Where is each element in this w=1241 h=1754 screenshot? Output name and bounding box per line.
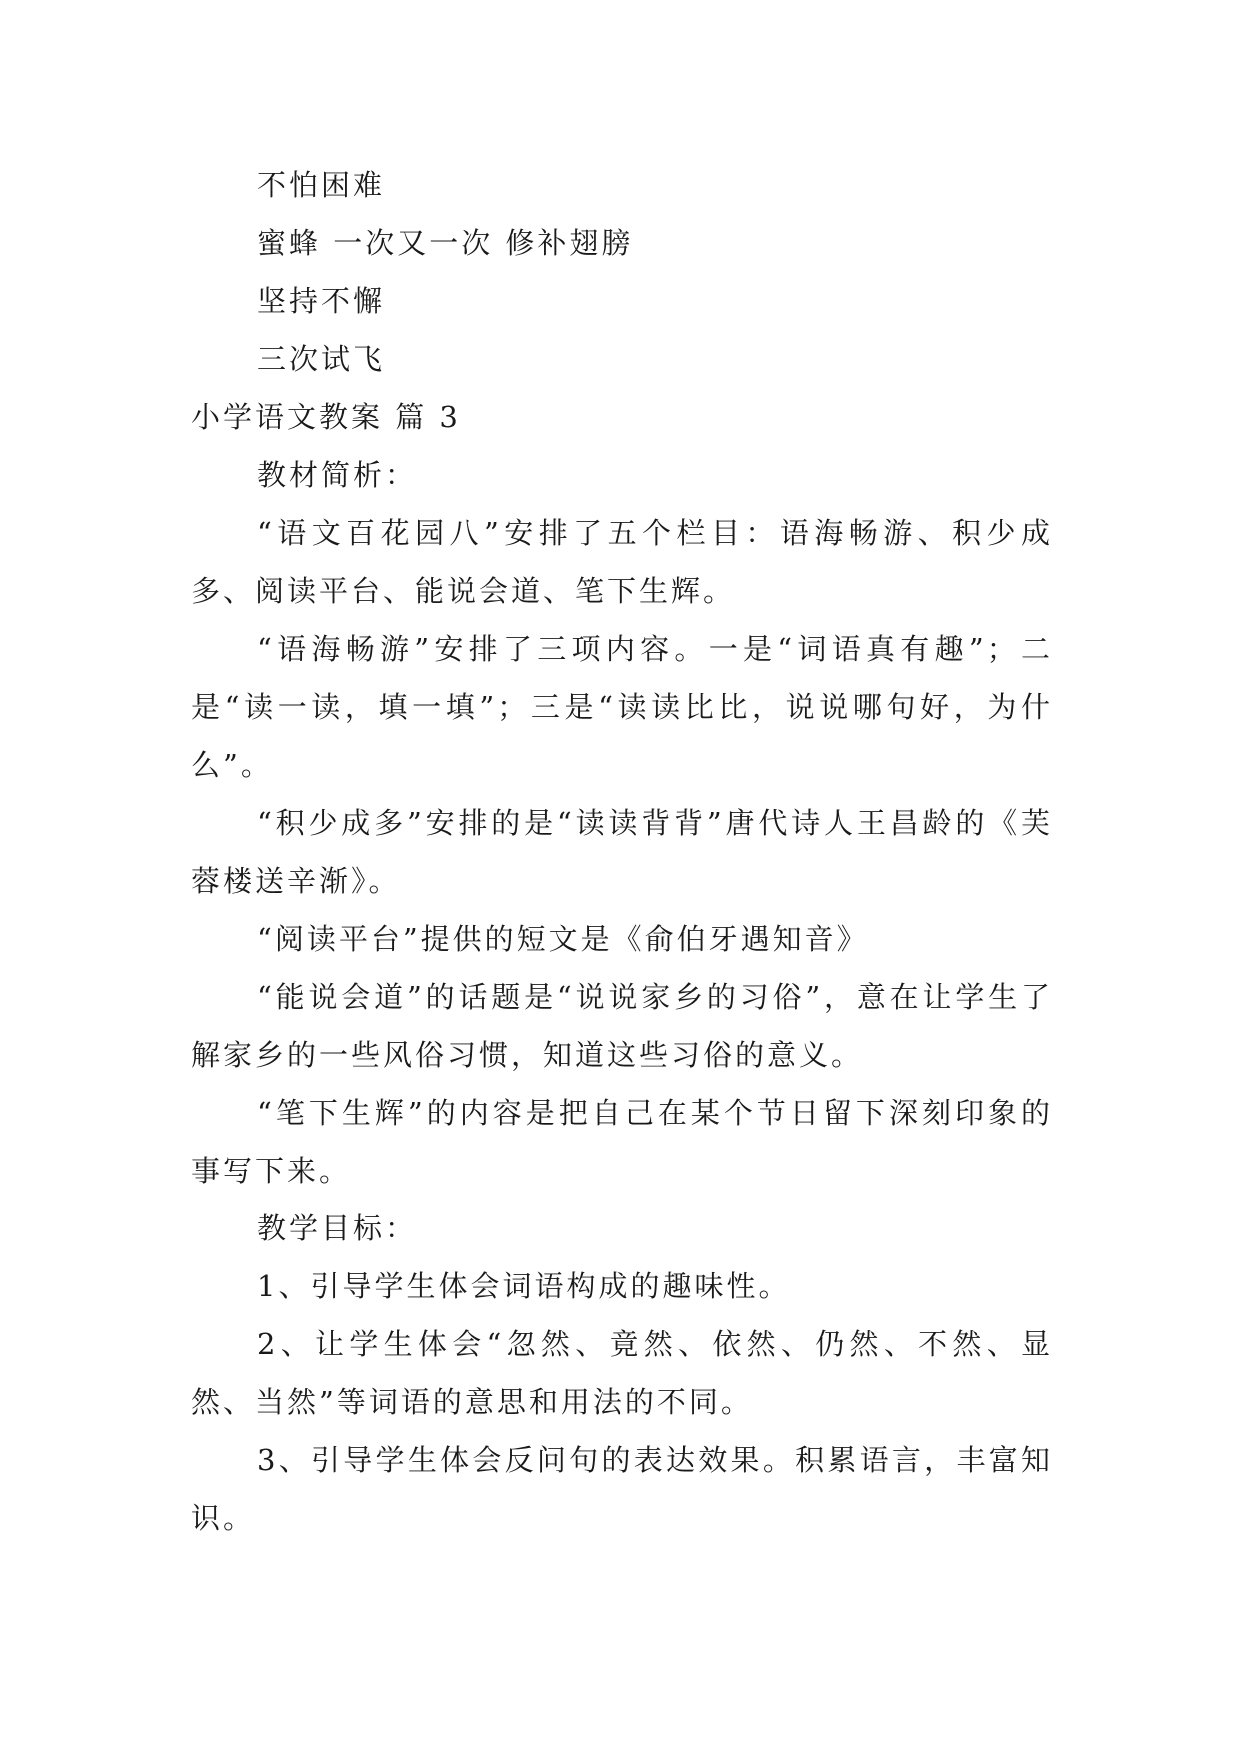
section-title: 小学语文教案 篇 3 <box>191 400 461 434</box>
poem-line: 三次试飞 <box>257 342 386 376</box>
goal-item: 3、引导学生体会反问句的表达效果。积累语言，丰富知识。 <box>191 1443 1053 1535</box>
textbook-heading: 教材简析： <box>257 458 418 492</box>
paragraph: “语文百花园八”安排了五个栏目：语海畅游、积少成多、阅读平台、能说会道、笔下生辉。 <box>191 516 1053 608</box>
poem-line: 不怕困难 <box>257 168 386 202</box>
paragraph: “阅读平台”提供的短文是《俞伯牙遇知音》 <box>257 922 869 956</box>
paragraph: “语海畅游”安排了三项内容。一是“词语真有趣”；二是“读一读，填一填”；三是“读读比比，说说哪句好，为什么”。 <box>191 632 1053 782</box>
paragraph: “积少成多”安排的是“读读背背”唐代诗人王昌龄的《芙蓉楼送辛渐》。 <box>191 806 1053 898</box>
goals-heading: 教学目标： <box>257 1211 418 1245</box>
goal-item: 2、让学生体会“忽然、竟然、依然、仍然、不然、显然、当然”等词语的意思和用法的不同。 <box>191 1327 1053 1419</box>
paragraph: “笔下生辉”的内容是把自己在某个节日留下深刻印象的事写下来。 <box>191 1096 1053 1188</box>
paragraph: “能说会道”的话题是“说说家乡的习俗”，意在让学生了解家乡的一些风俗习惯，知道这些习俗的意义。 <box>191 980 1053 1072</box>
goal-item: 1、引导学生体会词语构成的趣味性。 <box>257 1269 791 1303</box>
poem-line: 蜜蜂 一次又一次 修补翅膀 <box>257 226 634 260</box>
poem-line: 坚持不懈 <box>257 284 386 318</box>
